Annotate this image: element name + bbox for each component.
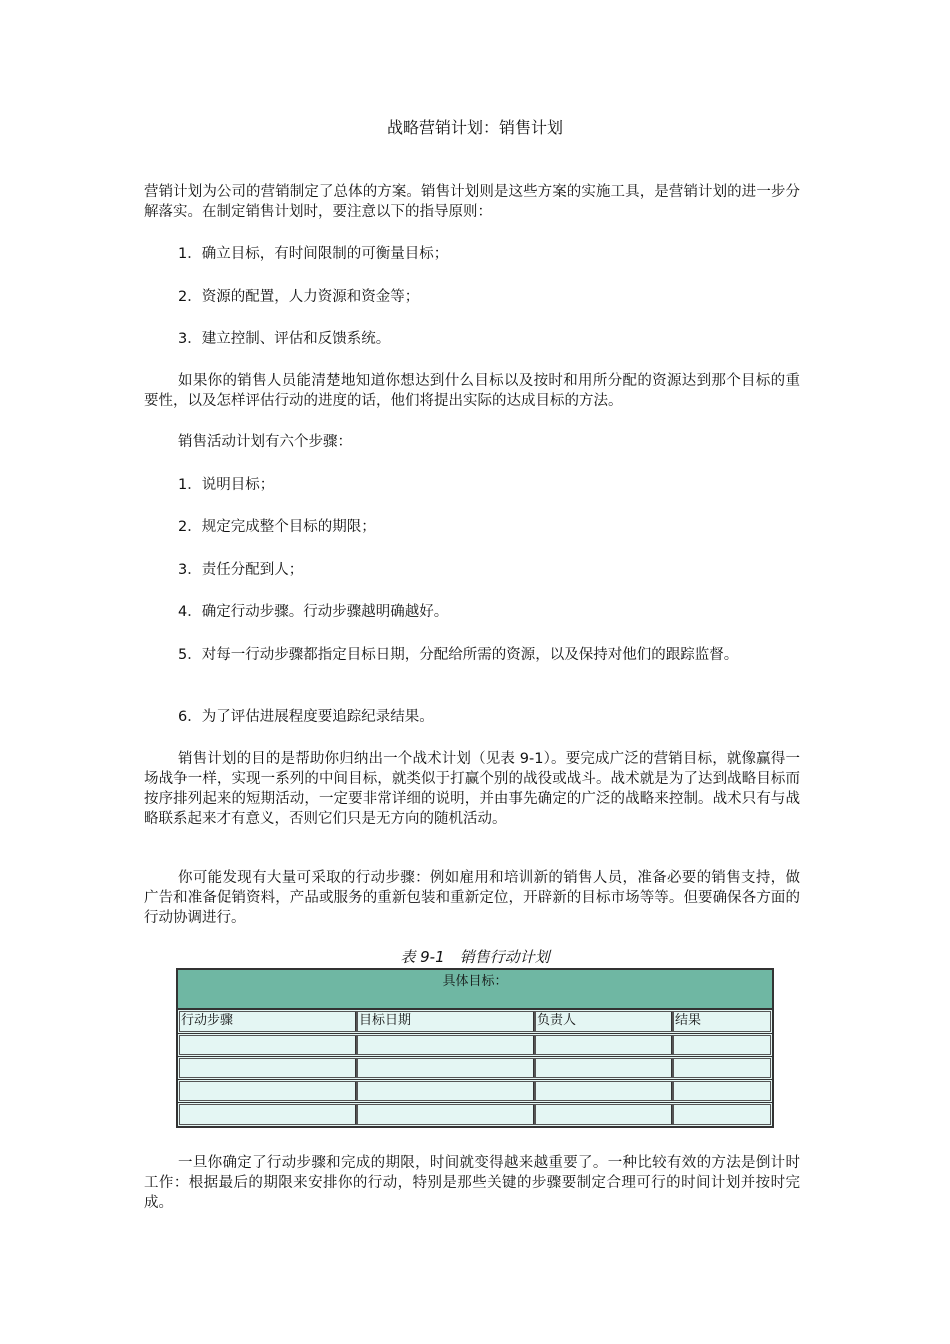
actions-paragraph: 你可能发现有大量可采取的行动步骤：例如雇用和培训新的销售人员，准备必要的销售支持，做广告和准备促销资料，产品或服务的重新包装和重新定位，开辟新的目标市场等等。但要确保各方面的行动协调进行。 xyxy=(144,870,800,926)
column-header-action-step: 行动步骤 xyxy=(180,1012,356,1031)
table-cell xyxy=(180,1036,356,1054)
table-cell xyxy=(536,1036,672,1054)
step-item-3: 3．责任分配到人； xyxy=(178,562,304,578)
principle-item-3: 3．建立控制、评估和反馈系统。 xyxy=(178,331,391,347)
step-item-4: 4．确定行动步骤。行动步骤越明确越好。 xyxy=(178,604,449,620)
principle-item-1: 1．确立目标，有时间限制的可衡量目标； xyxy=(178,246,449,262)
principle-item-2: 2．资源的配置，人力资源和资金等； xyxy=(178,289,420,305)
table-cell xyxy=(674,1059,770,1077)
step-item-6: 6．为了评估进展程度要追踪纪录结果。 xyxy=(178,709,434,725)
step-item-1: 1．说明目标； xyxy=(178,477,275,493)
steps-intro: 销售活动计划有六个步骤： xyxy=(178,434,352,450)
table-cell xyxy=(358,1082,534,1100)
purpose-paragraph: 销售计划的目的是帮助你归纳出一个战术计划（见表 9-1）。要完成广泛的营销目标，就像赢得一场战争一样，实现一系列的中间目标，就类似于打赢个别的战役或战斗。战术就是为了达到战略目标而按序排列起来的短期活动，一定要非常详细的说明，并由事先确定的广泛的战略来控制。战术只有与战略联系起来才有意义，否则它们只是无方向的随机活动。 xyxy=(144,751,800,827)
table-cell xyxy=(536,1059,672,1077)
table-row xyxy=(178,1034,772,1057)
table-cell xyxy=(358,1059,534,1077)
intro-paragraph: 营销计划为公司的营销制定了总体的方案。销售计划则是这些方案的实施工具，是营销计划的进一步分解落实。在制定销售计划时，要注意以下的指导原则： xyxy=(144,184,800,220)
table-cell xyxy=(674,1105,770,1124)
table-caption: 表 9-1 销售行动计划 xyxy=(400,948,550,966)
staff-paragraph: 如果你的销售人员能清楚地知道你想达到什么目标以及按时和用所分配的资源达到那个目标的重要性，以及怎样评估行动的进度的话，他们将提出实际的达成目标的方法。 xyxy=(144,373,800,409)
table-cell xyxy=(180,1105,356,1124)
table-row xyxy=(178,1080,772,1103)
table-cell xyxy=(180,1082,356,1100)
page-title: 战略营销计划：销售计划 xyxy=(386,118,563,137)
step-item-5: 5．对每一行动步骤都指定目标日期，分配给所需的资源，以及保持对他们的跟踪监督。 xyxy=(178,647,739,663)
column-header-owner: 负责人 xyxy=(536,1012,672,1031)
table-cell xyxy=(358,1036,534,1054)
table-cell xyxy=(536,1105,672,1124)
column-header-result: 结果 xyxy=(674,1012,770,1031)
table-cell xyxy=(674,1082,770,1100)
table-cell xyxy=(536,1082,672,1100)
column-header-target-date: 目标日期 xyxy=(358,1012,534,1031)
deadline-paragraph: 一旦你确定了行动步骤和完成的期限，时间就变得越来越重要了。一种比较有效的方法是倒计时工作：根据最后的期限来安排你的行动，特别是那些关键的步骤要制定合理可行的时间计划并按时完成。 xyxy=(144,1155,800,1211)
table-cell xyxy=(180,1059,356,1077)
table-column-header-row xyxy=(178,1010,772,1034)
sales-action-table xyxy=(176,968,774,1128)
table-cell xyxy=(674,1036,770,1054)
table-row xyxy=(178,1057,772,1080)
step-item-2: 2．规定完成整个目标的期限； xyxy=(178,519,376,535)
table-objective-header: 具体目标： xyxy=(178,970,772,1010)
table-cell xyxy=(358,1105,534,1124)
table-row xyxy=(178,1103,772,1126)
